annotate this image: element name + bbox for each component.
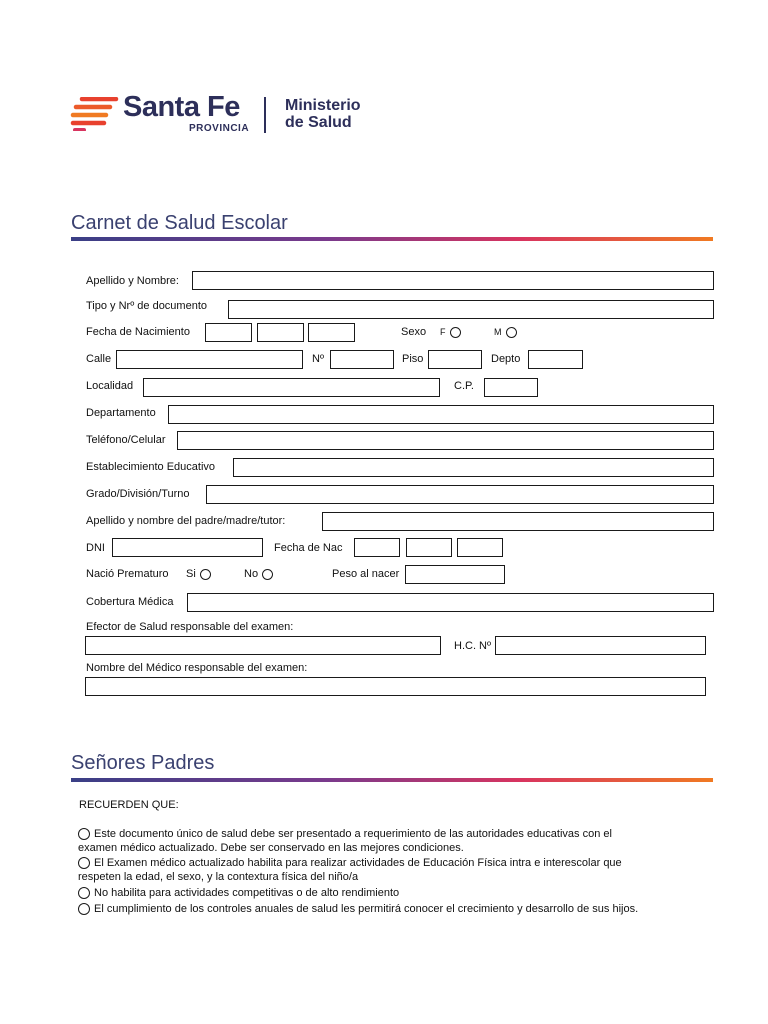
number-field[interactable] bbox=[330, 350, 394, 369]
department-label: Departamento bbox=[86, 407, 156, 419]
grade-label: Grado/División/Turno bbox=[86, 488, 190, 500]
logo-divider bbox=[264, 97, 266, 133]
sex-label: Sexo bbox=[401, 326, 427, 338]
document-field[interactable] bbox=[228, 300, 714, 319]
parents-divider bbox=[71, 778, 713, 782]
sex-f-option[interactable] bbox=[440, 327, 461, 338]
provider-field[interactable] bbox=[85, 636, 441, 655]
parents-title: Señores Padres bbox=[71, 752, 215, 774]
sex-m-label: M bbox=[494, 327, 502, 337]
birth-weight-label: Peso al nacer bbox=[332, 568, 400, 580]
sex-m-radio-icon[interactable] bbox=[506, 327, 517, 338]
sex-f-label: F bbox=[440, 327, 446, 337]
city-field[interactable] bbox=[143, 378, 440, 397]
floor-label: Piso bbox=[402, 353, 424, 365]
note-4-line-1: El cumplimiento de los controles anuales de salud les permitirá conocer el crecimiento y desarrollo de sus hijos. bbox=[94, 903, 639, 915]
ministry-line-2: de Salud bbox=[285, 114, 352, 131]
sex-f-radio-icon[interactable] bbox=[450, 327, 461, 338]
remember-heading: RECUERDEN QUE: bbox=[79, 799, 179, 811]
school-label: Establecimiento Educativo bbox=[86, 461, 216, 473]
birth-year-field[interactable] bbox=[308, 323, 355, 342]
parent-label: Apellido y nombre del padre/madre/tutor: bbox=[86, 515, 286, 527]
hc-label: H.C. Nº bbox=[454, 640, 492, 652]
dni-field[interactable] bbox=[112, 538, 263, 557]
document-label: Tipo y Nrº de documento bbox=[86, 300, 207, 312]
number-label: Nº bbox=[312, 353, 324, 365]
parent-birth-year-field[interactable] bbox=[457, 538, 503, 557]
dni-label: DNI bbox=[86, 542, 105, 554]
note-item-3 bbox=[78, 886, 399, 900]
coverage-field[interactable] bbox=[187, 593, 714, 612]
premature-yes-label: Si bbox=[186, 568, 196, 580]
city-label: Localidad bbox=[86, 380, 134, 392]
premature-yes-option[interactable] bbox=[186, 568, 211, 580]
apt-field[interactable] bbox=[528, 350, 583, 369]
doctor-field[interactable] bbox=[85, 677, 706, 696]
logo-subtitle: PROVINCIA bbox=[189, 123, 250, 134]
premature-no-option[interactable] bbox=[244, 568, 273, 580]
coverage-label: Cobertura Médica bbox=[86, 596, 174, 608]
floor-field[interactable] bbox=[428, 350, 482, 369]
hc-field[interactable] bbox=[495, 636, 706, 655]
school-field[interactable] bbox=[233, 458, 714, 477]
grade-field[interactable] bbox=[206, 485, 714, 504]
title-divider bbox=[71, 237, 713, 241]
note-2-line-2: respeten la edad, el sexo, y la contextura física del niño/a bbox=[78, 871, 359, 883]
apt-label: Depto bbox=[491, 353, 521, 365]
note-2-circle-icon bbox=[78, 857, 90, 869]
note-1-line-2: examen médico actualizado. Debe ser conservado en las mejores condiciones. bbox=[78, 842, 464, 854]
premature-yes-radio-icon[interactable] bbox=[200, 569, 211, 580]
phone-field[interactable] bbox=[177, 431, 714, 450]
form-title: Carnet de Salud Escolar bbox=[71, 212, 288, 234]
premature-no-radio-icon[interactable] bbox=[262, 569, 273, 580]
note-4-circle-icon bbox=[78, 903, 90, 915]
parent-field[interactable] bbox=[322, 512, 714, 531]
note-1-line-1: Este documento único de salud debe ser presentado a requerimiento de las autoridades educativas con el bbox=[94, 828, 612, 840]
department-field[interactable] bbox=[168, 405, 714, 424]
parent-birth-day-field[interactable] bbox=[354, 538, 400, 557]
santa-fe-logo-icon bbox=[70, 97, 120, 131]
note-3-circle-icon bbox=[78, 887, 90, 899]
note-3-line-1: No habilita para actividades competitivas o de alto rendimiento bbox=[94, 887, 400, 899]
note-item-2 bbox=[78, 856, 622, 884]
birth-month-field[interactable] bbox=[257, 323, 304, 342]
name-label: Apellido y Nombre: bbox=[86, 275, 179, 287]
logo-text: Santa Fe bbox=[123, 91, 240, 123]
zip-field[interactable] bbox=[484, 378, 538, 397]
birth-date-label: Fecha de Nacimiento bbox=[86, 326, 190, 338]
premature-no-label: No bbox=[244, 568, 259, 580]
name-field[interactable] bbox=[192, 271, 714, 290]
note-item-1 bbox=[78, 827, 612, 855]
zip-label: C.P. bbox=[454, 380, 474, 392]
street-label: Calle bbox=[86, 353, 112, 365]
sex-m-option[interactable] bbox=[494, 327, 517, 338]
note-item-4 bbox=[78, 902, 638, 916]
note-1-circle-icon bbox=[78, 828, 90, 840]
parent-birth-label: Fecha de Nac bbox=[274, 542, 343, 554]
birth-day-field[interactable] bbox=[205, 323, 252, 342]
doctor-label: Nombre del Médico responsable del examen: bbox=[86, 662, 308, 674]
birth-weight-field[interactable] bbox=[405, 565, 505, 584]
phone-label: Teléfono/Celular bbox=[86, 434, 166, 446]
street-field[interactable] bbox=[116, 350, 303, 369]
premature-label: Nació Prematuro bbox=[86, 568, 169, 580]
ministry-line-1: Ministerio bbox=[285, 97, 361, 114]
provider-label: Efector de Salud responsable del examen: bbox=[86, 621, 294, 633]
note-2-line-1: El Examen médico actualizado habilita para realizar actividades de Educación Física intra e interescolar que bbox=[94, 857, 622, 869]
parent-birth-month-field[interactable] bbox=[406, 538, 452, 557]
